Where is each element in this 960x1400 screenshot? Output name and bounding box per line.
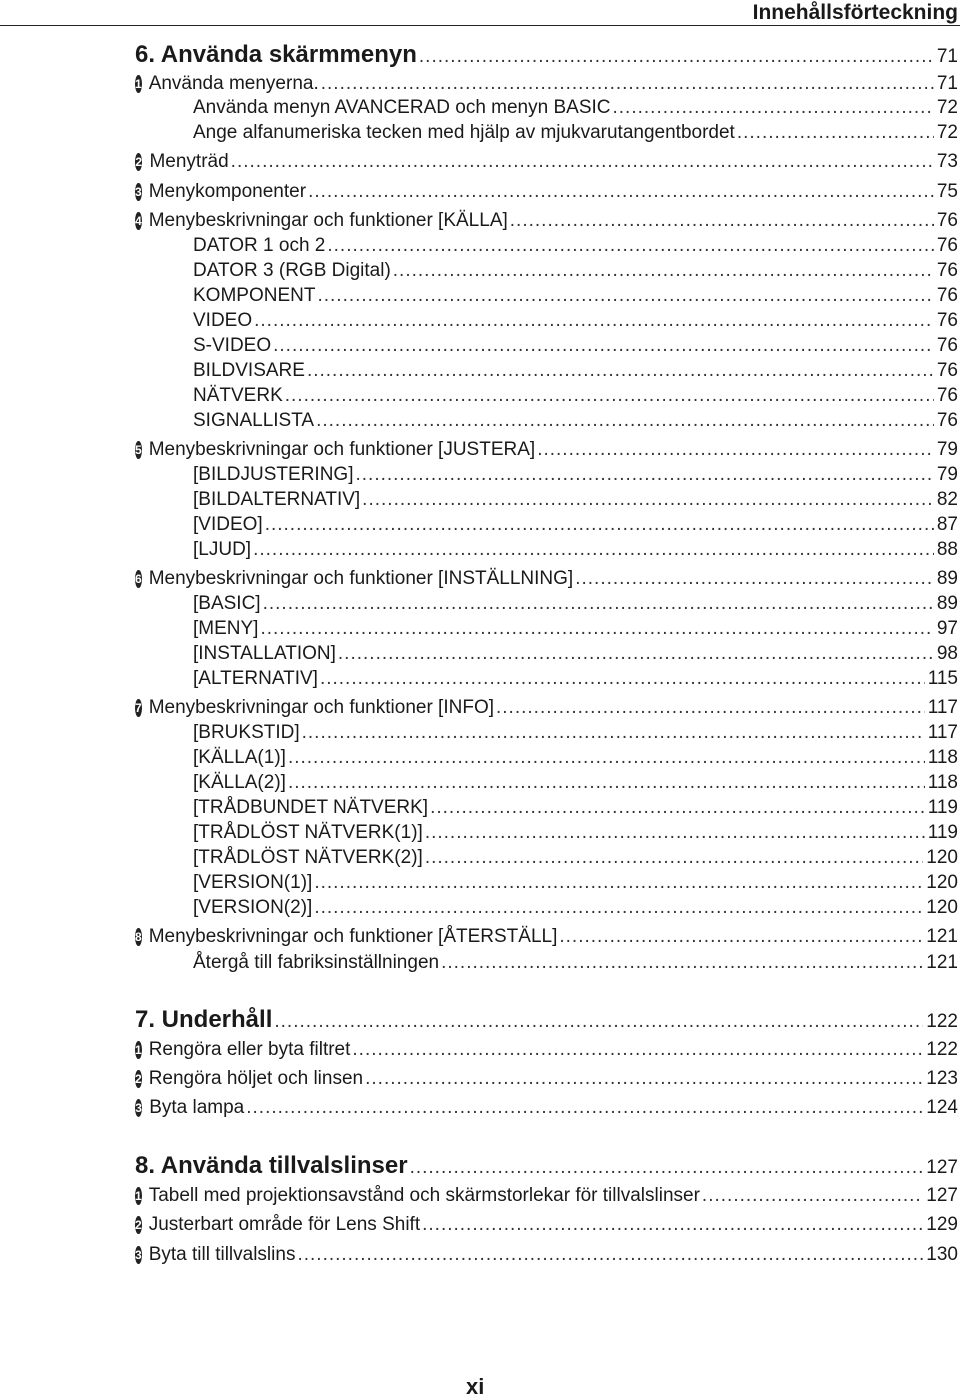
toc-entry-label: [BILDJUSTERING] — [193, 464, 354, 485]
section-number-badge: 1 — [135, 1189, 142, 1203]
toc-entry-label: NÄTVERK — [193, 385, 283, 406]
dot-leader — [613, 96, 934, 120]
toc-entry[interactable] — [0, 696, 958, 720]
section-number-badge: 3 — [135, 1101, 142, 1115]
toc-entry-label: [VERSION(1)] — [193, 872, 313, 893]
toc-entry-page: 121 — [926, 952, 958, 973]
toc-entry[interactable] — [0, 538, 958, 562]
toc-entry-page: 98 — [936, 643, 958, 664]
toc-entry[interactable] — [0, 409, 958, 433]
toc-entry-page: 118 — [927, 772, 958, 793]
dot-leader — [253, 538, 934, 562]
dot-leader — [365, 1067, 923, 1091]
toc-entry-label: Återgå till fabriksinställningen — [193, 952, 440, 973]
toc-entry[interactable] — [0, 771, 958, 795]
dot-leader — [316, 409, 934, 433]
toc-entry[interactable] — [0, 821, 958, 845]
toc-entry-label: DATOR 1 och 2 — [193, 235, 326, 256]
dot-leader — [430, 796, 925, 820]
toc-entry-label: [INSTALLATION] — [193, 643, 336, 664]
toc-entry-page: 130 — [926, 1244, 958, 1265]
toc-entry-page: 119 — [927, 822, 958, 843]
dot-leader — [355, 463, 933, 487]
dot-leader — [425, 846, 923, 870]
toc-entry[interactable] — [0, 567, 958, 591]
toc-entry[interactable] — [0, 234, 958, 258]
toc-entry-label: Menyträd — [149, 151, 229, 172]
toc-entry[interactable] — [0, 284, 958, 308]
toc-entry[interactable] — [0, 1006, 958, 1036]
dot-leader — [422, 1213, 923, 1237]
toc-entry-label: [BILDALTERNATIV] — [193, 489, 361, 510]
dot-leader — [702, 1184, 923, 1208]
toc-entry-page: 76 — [936, 385, 958, 406]
toc-entry[interactable] — [0, 488, 958, 512]
toc-entry[interactable] — [0, 1243, 958, 1267]
section-number-badge: 5 — [135, 443, 142, 457]
toc-entry-page: 72 — [936, 122, 958, 143]
toc-entry[interactable] — [0, 121, 958, 145]
toc-entry-page: 76 — [936, 285, 958, 306]
toc-entry-label: [TRÅDLÖST NÄTVERK(1)] — [193, 822, 423, 843]
dot-leader — [425, 821, 925, 845]
dot-leader — [510, 209, 934, 233]
toc-entry-page: 122 — [926, 1039, 958, 1060]
toc-entry-label: [ALTERNATIV] — [193, 668, 318, 689]
toc-entry[interactable] — [0, 871, 958, 895]
toc-entry-page: 76 — [936, 210, 958, 231]
toc-entry-page: 76 — [936, 260, 958, 281]
toc-entry[interactable] — [0, 1152, 958, 1182]
toc-entry-label: [TRÅDLÖST NÄTVERK(2)] — [193, 847, 423, 868]
toc-entry[interactable] — [0, 925, 958, 949]
toc-entry-page: 79 — [936, 439, 958, 460]
dot-leader — [393, 259, 934, 283]
toc-entry[interactable] — [0, 513, 958, 537]
toc-entry-label: 6. Använda skärmmenyn — [135, 41, 417, 68]
dot-leader — [273, 334, 934, 358]
dot-leader — [410, 1154, 924, 1182]
toc-entry[interactable] — [0, 617, 958, 641]
toc-entry-page: 76 — [936, 235, 958, 256]
dot-leader — [537, 438, 934, 462]
toc-entry[interactable] — [0, 1038, 958, 1062]
toc-entry[interactable] — [0, 96, 958, 120]
toc-entry[interactable] — [0, 438, 958, 462]
dot-leader — [288, 746, 925, 770]
toc-entry[interactable] — [0, 209, 958, 233]
dot-leader — [321, 72, 934, 96]
dot-leader — [338, 642, 934, 666]
toc-entry[interactable] — [0, 180, 958, 204]
toc-entry-label: 8. Använda tillvalslinser — [135, 1152, 408, 1179]
toc-entry-label: 7. Underhåll — [135, 1006, 273, 1033]
toc-entry[interactable] — [0, 592, 958, 616]
section-number-badge: 8 — [135, 930, 142, 944]
dot-leader — [496, 696, 925, 720]
toc-entry-label: Menybeskrivningar och funktioner [INSTÄLLNING] — [148, 568, 574, 589]
toc-entry-label: Byta lampa — [149, 1097, 245, 1118]
toc-entry-page: 89 — [936, 593, 958, 614]
toc-entry-label: Menybeskrivningar och funktioner [JUSTERA] — [148, 439, 536, 460]
toc-entry[interactable] — [0, 896, 958, 920]
toc-entry-page: 115 — [927, 668, 958, 689]
toc-entry[interactable] — [0, 72, 958, 96]
toc-entry-label: DATOR 3 (RGB Digital) — [193, 260, 391, 281]
toc-entry-page: 121 — [926, 926, 958, 947]
dot-leader — [362, 488, 934, 512]
dot-leader — [327, 234, 934, 258]
section-number-badge: 2 — [135, 1218, 142, 1232]
toc-entry-page: 129 — [926, 1214, 958, 1235]
toc-entry-label: Menybeskrivningar och funktioner [INFO] — [148, 697, 494, 718]
toc-entry-page: 117 — [927, 722, 958, 743]
dot-leader — [302, 721, 925, 745]
toc-entry[interactable] — [0, 259, 958, 283]
toc-entry-page: 76 — [936, 310, 958, 331]
toc-entry[interactable] — [0, 359, 958, 383]
toc-entry-label: Justerbart område för Lens Shift — [148, 1214, 421, 1235]
dot-leader — [575, 567, 934, 591]
toc-entry-page: 118 — [927, 747, 958, 768]
dot-leader — [260, 617, 933, 641]
toc-entry-page: 89 — [936, 568, 958, 589]
toc-entry-page: 127 — [926, 1157, 958, 1178]
toc-entry[interactable] — [0, 384, 958, 408]
dot-leader — [320, 667, 925, 691]
dot-leader — [314, 896, 923, 920]
toc-entry-label: Menybeskrivningar och funktioner [KÄLLA] — [148, 210, 508, 231]
toc-entry-page: 88 — [936, 539, 958, 560]
toc-entry[interactable] — [0, 150, 958, 174]
dot-leader — [246, 1096, 923, 1120]
toc-entry[interactable] — [0, 721, 958, 745]
dot-leader — [314, 871, 923, 895]
toc-entry[interactable] — [0, 1213, 958, 1237]
toc-entry[interactable] — [0, 309, 958, 333]
dot-leader — [419, 43, 934, 71]
toc-entry-page: 97 — [936, 618, 958, 639]
toc-entry[interactable] — [0, 334, 958, 358]
dot-leader — [265, 513, 934, 537]
toc-entry-label: Använda menyn AVANCERAD och menyn BASIC — [193, 97, 611, 118]
toc-entry-page: 87 — [936, 514, 958, 535]
toc-entry[interactable] — [0, 746, 958, 770]
toc-entry-page: 123 — [926, 1068, 958, 1089]
toc-entry-label: Rengöra höljet och linsen — [148, 1068, 364, 1089]
dot-leader — [285, 384, 934, 408]
toc-entry[interactable] — [0, 1067, 958, 1091]
header-title: Innehållsförteckning — [752, 1, 958, 24]
toc-entry-label: [KÄLLA(1)] — [193, 747, 286, 768]
toc-entry-page: 117 — [927, 697, 958, 718]
toc-entry[interactable] — [0, 1096, 958, 1120]
section-number-badge: 1 — [135, 1043, 142, 1057]
toc-entry-page: 73 — [936, 151, 958, 172]
toc-entry-label: [KÄLLA(2)] — [193, 772, 286, 793]
toc-entry-label: S-VIDEO — [193, 335, 272, 356]
toc-entry[interactable] — [0, 642, 958, 666]
toc-entry-label: VIDEO — [193, 310, 253, 331]
toc-entry-page: 76 — [936, 360, 958, 381]
toc-entry-label: SIGNALLISTA — [193, 410, 315, 431]
toc-entry-page: 119 — [927, 797, 958, 818]
toc-entry-label: KOMPONENT — [193, 285, 316, 306]
toc-entry-page: 76 — [936, 410, 958, 431]
toc-entry-label: [VIDEO] — [193, 514, 263, 535]
dot-leader — [297, 1243, 923, 1267]
section-number-badge: 6 — [135, 572, 142, 586]
toc-entry-label: BILDVISARE — [193, 360, 305, 381]
toc-entry-page: 122 — [926, 1011, 958, 1032]
section-number-badge: 4 — [135, 214, 142, 228]
dot-leader — [317, 284, 933, 308]
toc-entry-label: Ange alfanumeriska tecken med hjälp av mjukvarutangentbordet — [193, 122, 735, 143]
toc-entry-label: Menykomponenter — [148, 181, 307, 202]
toc-entry-label: [TRÅDBUNDET NÄTVERK] — [193, 797, 429, 818]
toc-entry-page: 127 — [926, 1185, 958, 1206]
dot-leader — [254, 309, 934, 333]
section-number-badge: 3 — [135, 1248, 142, 1262]
dot-leader — [352, 1038, 923, 1062]
toc-entry[interactable] — [0, 796, 958, 820]
toc-entry-label: [LJUD] — [193, 539, 252, 560]
toc-entry[interactable] — [0, 1184, 958, 1208]
toc-entry-label: Menybeskrivningar och funktioner [ÅTERSTÄLL] — [148, 926, 558, 947]
toc-entry[interactable] — [0, 846, 958, 870]
page-number: xi — [466, 1374, 485, 1399]
dot-leader — [274, 1008, 923, 1036]
toc-entry-label: Byta till tillvalslins — [148, 1244, 296, 1265]
toc-entry-label: [MENY] — [193, 618, 259, 639]
toc-entry-label: [VERSION(2)] — [193, 897, 313, 918]
toc-entry-label: Tabell med projektionsavstånd och skärmstorlekar för tillvalslinser — [148, 1185, 700, 1206]
section-number-badge: 2 — [135, 1072, 142, 1086]
dot-leader — [231, 150, 934, 174]
dot-leader — [559, 925, 923, 949]
toc-entry[interactable] — [0, 463, 958, 487]
toc-entry[interactable] — [0, 41, 958, 71]
toc-entry-label: [BASIC] — [193, 593, 261, 614]
toc-entry-label: Använda menyerna. — [148, 73, 319, 94]
toc-entry-page: 71 — [936, 46, 958, 67]
toc-entry-page: 79 — [936, 464, 958, 485]
section-number-badge: 3 — [135, 185, 142, 199]
toc-entry-page: 76 — [936, 335, 958, 356]
dot-leader — [288, 771, 925, 795]
toc-entry-label: [BRUKSTID] — [193, 722, 300, 743]
toc-entry-page: 120 — [926, 872, 958, 893]
toc-entry-page: 82 — [936, 489, 958, 510]
toc-entry-page: 120 — [926, 847, 958, 868]
toc-entry[interactable] — [0, 667, 958, 691]
toc-entry-page: 72 — [936, 97, 958, 118]
dot-leader — [308, 180, 934, 204]
toc-entry-page: 75 — [936, 181, 958, 202]
dot-leader — [263, 592, 934, 616]
toc-entry-page: 120 — [926, 897, 958, 918]
dot-leader — [441, 951, 923, 975]
dot-leader — [737, 121, 934, 145]
toc-entry-page: 124 — [926, 1097, 958, 1118]
toc-entry[interactable] — [0, 951, 958, 975]
toc-entry-page: 71 — [936, 73, 958, 94]
section-number-badge: 7 — [135, 701, 142, 715]
dot-leader — [307, 359, 934, 383]
toc-entry-label: Rengöra eller byta filtret — [148, 1039, 351, 1060]
section-number-badge: 1 — [135, 77, 142, 91]
section-number-badge: 2 — [135, 155, 143, 169]
